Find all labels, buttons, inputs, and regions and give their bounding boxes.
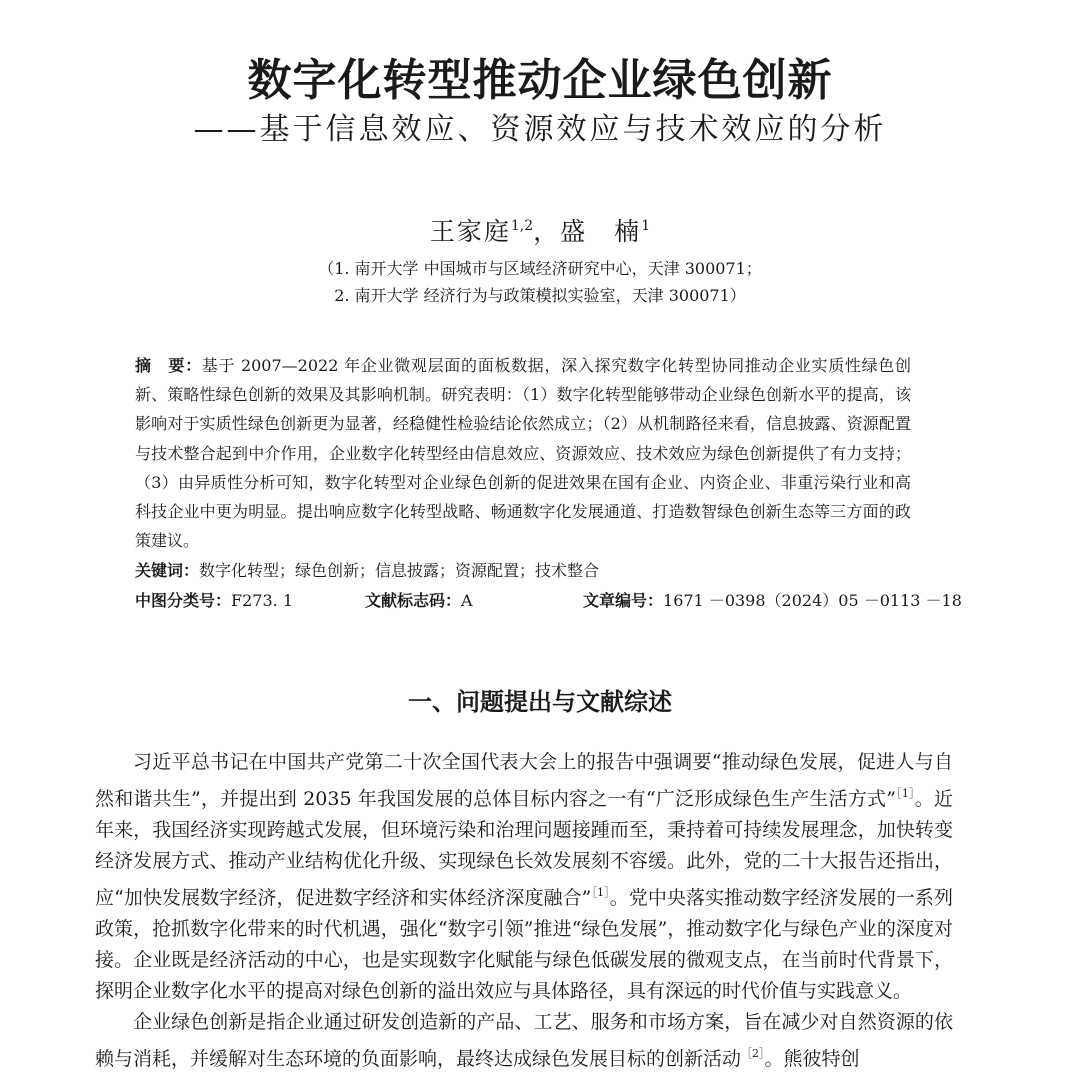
author-separator: ，	[533, 217, 561, 246]
abstract-label: 摘 要：	[135, 356, 202, 375]
citation-mark: ［2］	[741, 1047, 765, 1060]
clc-label: 中图分类号：	[135, 591, 232, 610]
paragraph	[95, 747, 953, 1007]
paragraph-text: 。熊彼特创	[764, 1048, 860, 1070]
author-name: 王家庭	[429, 217, 511, 246]
affiliation-line: （1. 南开大学 中国城市与区域经济研究中心，天津 300071；	[318, 259, 762, 278]
paper-subtitle: ——基于信息效应、资源效应与技术效应的分析	[193, 112, 887, 147]
paragraph-text: 。党中央落实推动数字经济发展的一系列政策，抢抓数字化带来的时代机遇，强化“数字引领”推进“绿色发展”，推动数字化与绿色产业的深度对接。企业既是经济活动的中心，也是实现数字化赋能与绿色低碳发展的微观支点，在当前时代背景下，探明企业数字化水平的提高对绿色创新的溢出效应与具体路径，具有深远的时代价值与实践意义。	[95, 887, 953, 1002]
paragraph-text: 。近年来，我国经济实现跨越式发展，但环境污染和治理问题接踵而至，秉持着可持续发展理念，加快转变经济发展方式、推动产业结构优化升级、实现绿色长效发展刻不容缓。此外，党的二十大报告还指出，应“加快发展数字经济，促进数字经济和实体经济深度融合”	[95, 788, 954, 909]
article-number	[583, 588, 962, 611]
section-heading: 一、问题提出与文献综述	[408, 688, 672, 716]
paragraph-text: 企业绿色创新是指企业通过研发创造新的产品、工艺、服务和市场方案，旨在减少对自然资源的依赖与消耗，并缓解对生态环境的负面影响，最终达成绿色发展目标的创新活动	[95, 1011, 953, 1070]
clc-value: F273. 1	[231, 591, 294, 610]
abstract	[135, 351, 911, 555]
abstract-text: 基于 2007—2022 年企业微观层面的面板数据，深入探究数字化转型协同推动企业实质性绿色创新、策略性绿色创新的效果及其影响机制。研究表明：（1）数字化转型能够带动企业绿色创新水平的提高，该影响对于实质性绿色创新更为显著，经稳健性检验结论依然成立；（2）从机制路径来看，信息披露、资源配置与技术整合起到中介作用，企业数字化转型经由信息效应、资源效应、技术效应为绿色创新提供了有力支持；（3）由异质性分析可知，数字化转型对企业绿色创新的促进效果在国有企业、内资企业、非重污染行业和高科技企业中更为明显。提出响应数字化转型战略、畅通数字化发展通道、打造数智绿色创新生态等三方面的政策建议。	[135, 356, 911, 551]
document-code-value: A	[461, 591, 473, 610]
citation-mark: ［1］	[591, 886, 610, 899]
paragraph-text: 习近平总书记在中国共产党第二十次全国代表大会上的报告中强调要“推动绿色发展，促进人与自然和谐共生”，并提出到 2035 年我国发展的总体目标内容之一有“广泛形成绿色生产生活方式”	[95, 751, 953, 810]
affiliation-line: 2. 南开大学 经济行为与政策模拟实验室，天津 300071）	[334, 286, 746, 305]
document-code-label: 文献标志码：	[365, 591, 462, 610]
document-code	[365, 588, 473, 611]
author-name: 盛 楠	[560, 217, 642, 246]
article-number-value: 1671 －0398（2024）05 －0113 －18	[663, 591, 962, 610]
paper-title: 数字化转型推动企业绿色创新	[247, 55, 833, 106]
keywords-label: 关键词：	[135, 561, 200, 580]
body-text	[95, 747, 953, 1075]
keywords	[135, 558, 911, 581]
clc-number	[135, 588, 293, 611]
keywords-text: 数字化转型；绿色创新；信息披露；资源配置；技术整合	[199, 561, 600, 580]
article-number-label: 文章编号：	[583, 591, 664, 610]
author-line	[0, 212, 1080, 248]
author-affiliation-mark: 1	[641, 218, 651, 234]
paragraph	[95, 1007, 953, 1075]
citation-mark: ［1］	[895, 787, 915, 800]
author-affiliation-mark: 1,2	[510, 218, 534, 234]
